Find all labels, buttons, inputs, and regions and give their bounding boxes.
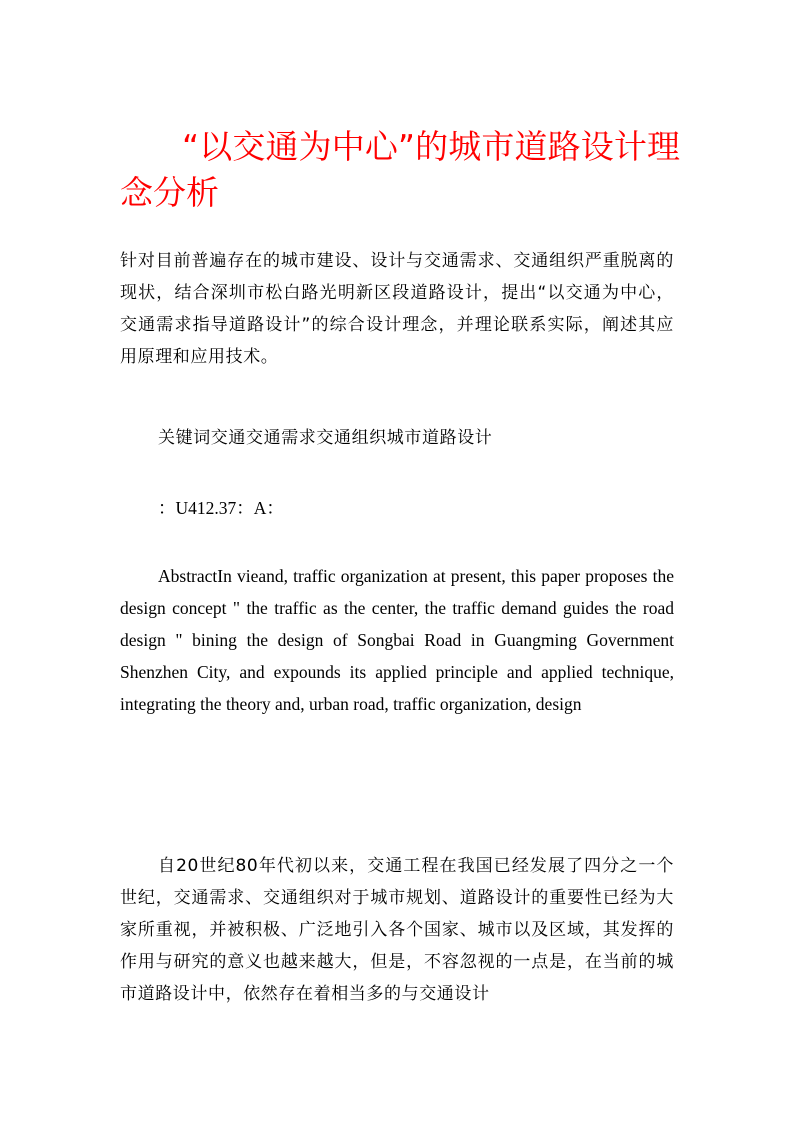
keywords-line: 关键词交通交通需求交通组织城市道路设计 — [158, 428, 493, 448]
english-abstract: AbstractIn vieand, traffic organization at present, this paper proposes the design concept " the traffic as the center, the traffic demand guides the road design " bining the design of Songbai Road in Guangming Government Shenzhen City, and expounds its applied principle and applied technique, integrating the theory and, urban road, traffic organization, design — [120, 566, 674, 714]
classification-number: ：U412.37：A： — [158, 498, 284, 518]
chinese-abstract: 针对目前普遍存在的城市建设、设计与交通需求、交通组织严重脱离的现状，结合深圳市松白路光明新区段道路设计，提出“以交通为中心，交通需求指导道路设计”的综合设计理念，并理论联系实际，阐述其应用原理和应用技术。 — [120, 251, 674, 367]
body-paragraph: 自20世纪80年代初以来，交通工程在我国已经发展了四分之一个世纪，交通需求、交通组织对于城市规划、道路设计的重要性已经为大家所重视，并被积极、广泛地引入各个国家、城市以及区域，其发挥的作用与研究的意义也越来越大，但是，不容忽视的一点是，在当前的城市道路设计中，依然存在着相当多的与交通设计 — [120, 856, 674, 1004]
document-title: “以交通为中心”的城市道路设计理念分析 — [120, 127, 680, 212]
